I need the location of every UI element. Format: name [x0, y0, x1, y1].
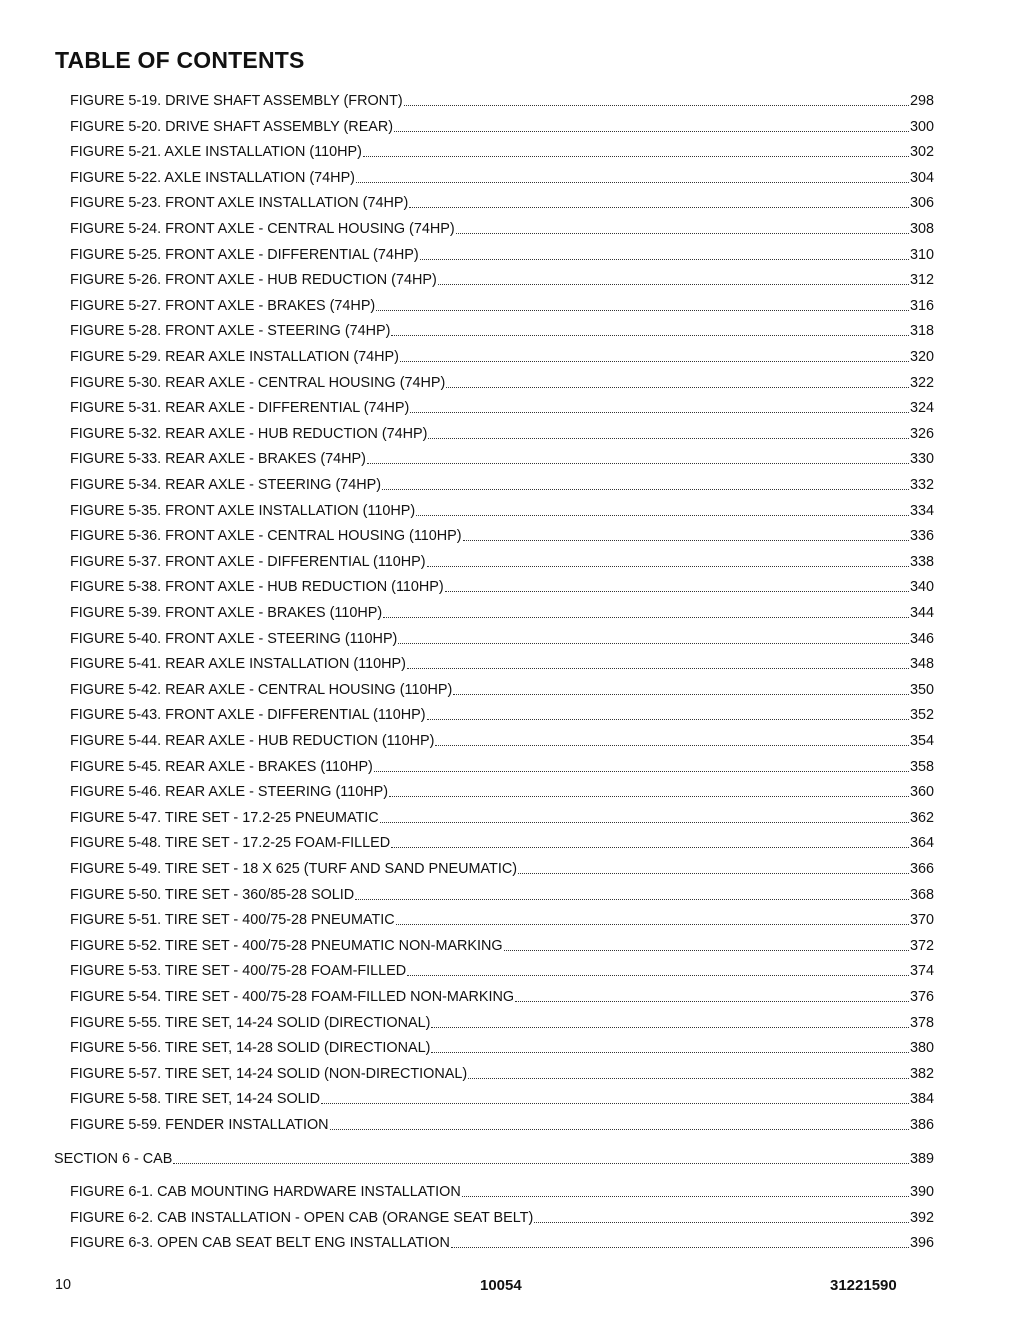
toc-entry-label: FIGURE 5-42. REAR AXLE - CENTRAL HOUSING (110HP) [70, 681, 453, 698]
toc-entry-page: 344 [909, 605, 934, 621]
toc-figure-entry[interactable] [70, 527, 934, 545]
toc-entry-page: 312 [909, 272, 934, 289]
toc-leader-dots [427, 566, 909, 567]
toc-figure-entry[interactable] [70, 911, 934, 929]
toc-leader-dots [382, 489, 909, 490]
toc-figure-entry[interactable] [70, 630, 934, 648]
toc-entry-page: 310 [909, 246, 934, 263]
toc-entry-label: FIGURE 5-23. FRONT AXLE INSTALLATION (74HP) [70, 195, 409, 212]
toc-entry-label: FIGURE 5-43. FRONT AXLE - DIFFERENTIAL (110HP) [70, 707, 426, 724]
toc-entry-label: FIGURE 5-32. REAR AXLE - HUB REDUCTION (74HP) [70, 425, 428, 442]
toc-entry-label: FIGURE 5-37. FRONT AXLE - DIFFERENTIAL (110HP) [70, 553, 426, 570]
toc-entry-page: 392 [909, 1209, 934, 1226]
toc-leader-dots [355, 899, 909, 900]
toc-figure-entry[interactable] [70, 476, 934, 494]
toc-leader-dots [420, 259, 909, 260]
toc-entry-page: 298 [909, 93, 934, 109]
toc-leader-dots [356, 182, 909, 183]
toc-entry-label: FIGURE 5-56. TIRE SET, 14-28 SOLID (DIRECTIONAL) [70, 1040, 431, 1057]
toc-leader-dots [404, 105, 909, 106]
toc-entry-page: 320 [909, 349, 934, 365]
toc-figure-entry[interactable] [70, 348, 934, 366]
toc-leader-dots [431, 1052, 909, 1053]
toc-figure-entry[interactable] [70, 783, 934, 801]
toc-entry-label: FIGURE 5-22. AXLE INSTALLATION (74HP) [70, 169, 355, 186]
toc-entry-page: 382 [909, 1065, 934, 1082]
toc-entry-label: FIGURE 5-57. TIRE SET, 14-24 SOLID (NON-DIRECTIONAL) [70, 1065, 468, 1082]
footer-center-code: 10054 [480, 1277, 522, 1294]
toc-figure-entry[interactable] [70, 1183, 934, 1201]
toc-leader-dots [446, 387, 909, 388]
toc-leader-dots [400, 361, 909, 362]
toc-entry-page: 324 [909, 400, 934, 417]
toc-entry-page: 302 [909, 144, 934, 161]
toc-entry-label: FIGURE 5-40. FRONT AXLE - STEERING (110HP) [70, 630, 398, 647]
toc-entry-label: FIGURE 5-47. TIRE SET - 17.2-25 PNEUMATIC [70, 809, 379, 826]
toc-leader-dots [330, 1129, 909, 1130]
toc-figure-entry[interactable] [70, 194, 934, 212]
toc-figure-entry[interactable] [70, 732, 934, 750]
toc-entry-page: 300 [909, 118, 934, 135]
toc-entry-page: 318 [909, 323, 934, 340]
toc-entry-page: 396 [909, 1235, 934, 1252]
toc-figure-entry[interactable] [70, 655, 934, 673]
toc-figure-entry[interactable] [70, 92, 934, 110]
toc-section-entry[interactable] [54, 1150, 934, 1168]
toc-entry-page: 352 [909, 707, 934, 724]
toc-figure-entry[interactable] [70, 1090, 934, 1108]
toc-entry-page: 348 [909, 656, 934, 673]
toc-entry-label: FIGURE 5-24. FRONT AXLE - CENTRAL HOUSING (74HP) [70, 221, 455, 237]
toc-entry-page: 354 [909, 733, 934, 749]
toc-leader-dots [389, 796, 909, 797]
toc-leader-dots [453, 694, 909, 695]
toc-entry-page: 334 [909, 502, 934, 519]
toc-figure-entry[interactable] [70, 118, 934, 136]
toc-entry-label: FIGURE 5-35. FRONT AXLE INSTALLATION (110HP) [70, 502, 416, 519]
toc-entry-label: FIGURE 5-21. AXLE INSTALLATION (110HP) [70, 144, 362, 161]
toc-entry-label: FIGURE 5-58. TIRE SET, 14-24 SOLID [70, 1091, 321, 1108]
toc-figure-entry[interactable] [70, 1209, 934, 1227]
toc-figure-entry[interactable] [70, 681, 934, 699]
toc-figure-entry[interactable] [70, 809, 934, 827]
toc-figure-entry[interactable] [70, 937, 934, 955]
toc-leader-dots [367, 463, 909, 464]
toc-entry-label: FIGURE 5-54. TIRE SET - 400/75-28 FOAM-FILLED NON-MARKING [70, 989, 515, 1005]
toc-entry-page: 322 [909, 374, 934, 391]
toc-entry-label: FIGURE 5-33. REAR AXLE - BRAKES (74HP) [70, 451, 366, 468]
page-title: TABLE OF CONTENTS [55, 47, 305, 73]
toc-entry-label: FIGURE 5-45. REAR AXLE - BRAKES (110HP) [70, 758, 373, 775]
toc-leader-dots [463, 540, 909, 541]
toc-leader-dots [376, 310, 909, 311]
toc-figure-entry[interactable] [70, 962, 934, 980]
toc-figure-entry[interactable] [70, 220, 934, 238]
toc-figure-entry[interactable] [70, 860, 934, 878]
toc-leader-dots [396, 924, 909, 925]
toc-entry-label: FIGURE 6-1. CAB MOUNTING HARDWARE INSTALLATION [70, 1184, 461, 1201]
toc-figure-entry[interactable] [70, 553, 934, 571]
toc-leader-dots [462, 1196, 909, 1197]
toc-leader-dots [451, 1247, 909, 1248]
toc-figure-entry[interactable] [70, 834, 934, 852]
toc-leader-dots [173, 1163, 909, 1164]
toc-entry-label: FIGURE 5-36. FRONT AXLE - CENTRAL HOUSING (110HP) [70, 528, 462, 545]
toc-entry-label: FIGURE 5-29. REAR AXLE INSTALLATION (74HP) [70, 349, 399, 365]
toc-leader-dots [518, 873, 909, 874]
toc-entry-page: 308 [909, 221, 934, 237]
toc-leader-dots [321, 1103, 909, 1104]
toc-entry-page: 370 [909, 912, 934, 929]
toc-entry-page: 346 [909, 630, 934, 647]
toc-entry-label: FIGURE 5-46. REAR AXLE - STEERING (110HP) [70, 784, 389, 801]
toc-entry-page: 330 [909, 451, 934, 468]
toc-entry-page: 336 [909, 528, 934, 545]
toc-figure-entry[interactable] [70, 604, 934, 622]
toc-figure-entry[interactable] [70, 450, 934, 468]
toc-entry-label: FIGURE 5-26. FRONT AXLE - HUB REDUCTION (74HP) [70, 272, 437, 289]
toc-leader-dots [391, 847, 909, 848]
footer-part-number: 31221590 [830, 1277, 897, 1294]
toc-leader-dots [416, 515, 909, 516]
toc-entry-label: FIGURE 5-30. REAR AXLE - CENTRAL HOUSING (74HP) [70, 374, 446, 391]
toc-entry-label: FIGURE 5-51. TIRE SET - 400/75-28 PNEUMATIC [70, 912, 395, 929]
toc-figure-entry[interactable] [70, 399, 934, 417]
toc-figure-entry[interactable] [70, 297, 934, 315]
toc-entry-label: FIGURE 5-53. TIRE SET - 400/75-28 FOAM-FILLED [70, 963, 407, 980]
toc-entry-page: 374 [909, 963, 934, 980]
toc-figure-entry[interactable] [70, 322, 934, 340]
toc-leader-dots [438, 284, 909, 285]
toc-leader-dots [428, 438, 909, 439]
toc-entry-page: 372 [909, 937, 934, 954]
toc-entry-label: FIGURE 5-19. DRIVE SHAFT ASSEMBLY (FRONT) [70, 93, 403, 109]
toc-entry-page: 380 [909, 1040, 934, 1057]
toc-entry-page: 362 [909, 809, 934, 826]
toc-entry-label: SECTION 6 - CAB [54, 1150, 173, 1167]
toc-entry-label: FIGURE 5-20. DRIVE SHAFT ASSEMBLY (REAR) [70, 118, 394, 135]
toc-entry-page: 390 [909, 1184, 934, 1201]
toc-figure-entry[interactable] [70, 425, 934, 443]
toc-entry-label: FIGURE 5-44. REAR AXLE - HUB REDUCTION (110HP) [70, 733, 435, 749]
toc-entry-label: FIGURE 5-52. TIRE SET - 400/75-28 PNEUMATIC NON-MARKING [70, 937, 503, 954]
toc-leader-dots [456, 233, 909, 234]
toc-leader-dots [398, 643, 909, 644]
toc-entry-label: FIGURE 5-34. REAR AXLE - STEERING (74HP) [70, 477, 382, 493]
toc-leader-dots [445, 591, 909, 592]
toc-leader-dots [409, 207, 909, 208]
toc-leader-dots [407, 975, 909, 976]
toc-entry-label: FIGURE 5-48. TIRE SET - 17.2-25 FOAM-FILLED [70, 835, 391, 852]
toc-figure-entry[interactable] [70, 169, 934, 187]
toc-entry-page: 340 [909, 579, 934, 596]
toc-entry-label: FIGURE 5-49. TIRE SET - 18 X 625 (TURF AND SAND PNEUMATIC) [70, 861, 518, 877]
toc-entry-label: FIGURE 5-27. FRONT AXLE - BRAKES (74HP) [70, 297, 376, 314]
toc-entry-page: 350 [909, 681, 934, 698]
toc-leader-dots [410, 412, 909, 413]
toc-entry-label: FIGURE 6-3. OPEN CAB SEAT BELT ENG INSTALLATION [70, 1235, 450, 1252]
toc-leader-dots [435, 745, 909, 746]
toc-figure-entry[interactable] [70, 1234, 934, 1252]
toc-leader-dots [363, 156, 909, 157]
toc-entry-label: FIGURE 5-39. FRONT AXLE - BRAKES (110HP) [70, 605, 383, 621]
toc-entry-page: 326 [909, 425, 934, 442]
toc-entry-label: FIGURE 5-28. FRONT AXLE - STEERING (74HP) [70, 323, 391, 340]
toc-entry-label: FIGURE 5-31. REAR AXLE - DIFFERENTIAL (74HP) [70, 400, 410, 417]
toc-leader-dots [427, 719, 909, 720]
toc-entry-label: FIGURE 5-55. TIRE SET, 14-24 SOLID (DIRECTIONAL) [70, 1014, 431, 1031]
toc-entry-label: FIGURE 5-59. FENDER INSTALLATION [70, 1117, 329, 1133]
toc-entry-page: 360 [909, 784, 934, 801]
toc-figure-entry[interactable] [70, 706, 934, 724]
toc-entry-page: 316 [909, 297, 934, 314]
toc-entry-page: 376 [909, 989, 934, 1005]
toc-leader-dots [380, 822, 909, 823]
toc-leader-dots [431, 1027, 909, 1028]
toc-entry-page: 368 [909, 886, 934, 903]
toc-figure-entry[interactable] [70, 1014, 934, 1032]
footer-page-number: 10 [55, 1277, 72, 1293]
toc-figure-entry[interactable] [70, 1065, 934, 1083]
toc-figure-entry[interactable] [70, 758, 934, 776]
toc-figure-entry[interactable] [70, 502, 934, 520]
toc-entry-label: FIGURE 5-41. REAR AXLE INSTALLATION (110HP) [70, 656, 406, 673]
toc-leader-dots [383, 617, 909, 618]
toc-figure-entry[interactable] [70, 143, 934, 161]
toc-entry-label: FIGURE 5-25. FRONT AXLE - DIFFERENTIAL (74HP) [70, 246, 419, 263]
toc-figure-entry[interactable] [70, 578, 934, 596]
toc-entry-page: 306 [909, 195, 934, 212]
toc-entry-page: 366 [909, 861, 934, 877]
toc-entry-page: 384 [909, 1091, 934, 1108]
toc-entry-label: FIGURE 5-38. FRONT AXLE - HUB REDUCTION (110HP) [70, 579, 444, 596]
toc-figure-entry[interactable] [70, 1039, 934, 1057]
toc-entry-page: 386 [909, 1117, 934, 1133]
toc-leader-dots [394, 131, 909, 132]
toc-figure-entry[interactable] [70, 246, 934, 264]
toc-entry-label: FIGURE 6-2. CAB INSTALLATION - OPEN CAB (ORANGE SEAT BELT) [70, 1209, 534, 1226]
toc-figure-entry[interactable] [70, 988, 934, 1006]
toc-entry-page: 332 [909, 477, 934, 493]
toc-entry-page: 358 [909, 758, 934, 775]
toc-entry-page: 364 [909, 835, 934, 852]
toc-entry-page: 389 [909, 1150, 934, 1167]
toc-entry-label: FIGURE 5-50. TIRE SET - 360/85-28 SOLID [70, 886, 355, 903]
toc-leader-dots [468, 1078, 909, 1079]
toc-leader-dots [534, 1222, 909, 1223]
toc-figure-entry[interactable] [70, 1116, 934, 1134]
toc-leader-dots [374, 771, 909, 772]
toc-figure-entry[interactable] [70, 374, 934, 392]
toc-leader-dots [407, 668, 909, 669]
toc-entry-page: 378 [909, 1014, 934, 1031]
toc-leader-dots [515, 1001, 909, 1002]
toc-figure-entry[interactable] [70, 886, 934, 904]
toc-leader-dots [504, 950, 909, 951]
toc-entry-page: 304 [909, 169, 934, 186]
toc-leader-dots [391, 335, 909, 336]
toc-entry-page: 338 [909, 553, 934, 570]
toc-figure-entry[interactable] [70, 271, 934, 289]
